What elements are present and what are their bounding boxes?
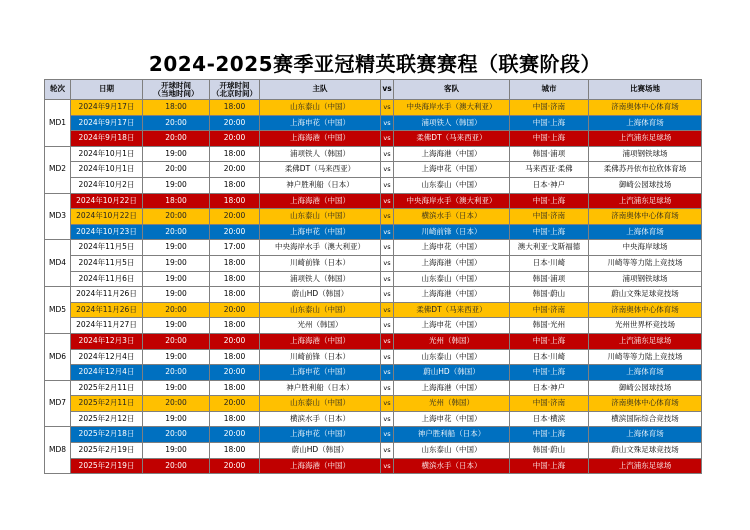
header-beijing-time-line2: （北京时间）	[212, 88, 257, 98]
match-date: 2025年2月11日	[71, 396, 143, 412]
table-row	[45, 240, 702, 256]
home-team: 川崎前锋（日本）	[260, 255, 381, 271]
home-team: 中央海岸水手（澳大利亚）	[260, 240, 381, 256]
venue: 横滨国际综合竞技场	[589, 411, 702, 427]
table-row	[45, 458, 702, 474]
kickoff-beijing: 18:00	[210, 100, 260, 116]
city: 日本·横滨	[510, 411, 589, 427]
kickoff-beijing: 20:00	[210, 396, 260, 412]
kickoff-local: 18:00	[143, 100, 210, 116]
away-team: 中央海岸水手（澳大利亚）	[394, 100, 510, 116]
vs-label: vs	[381, 177, 394, 193]
match-date: 2025年2月11日	[71, 380, 143, 396]
city: 中国·济南	[510, 396, 589, 412]
header-beijing-time-line1: 开球时间	[219, 80, 250, 90]
home-team: 上海申花（中国）	[260, 365, 381, 381]
home-team: 川崎前锋（日本）	[260, 349, 381, 365]
kickoff-local: 20:00	[143, 131, 210, 147]
venue: 上海体育场	[589, 115, 702, 131]
kickoff-local: 20:00	[143, 396, 210, 412]
kickoff-beijing: 18:00	[210, 349, 260, 365]
kickoff-beijing: 18:00	[210, 193, 260, 209]
vs-label: vs	[381, 193, 394, 209]
match-date: 2024年10月22日	[71, 193, 143, 209]
kickoff-local: 19:00	[143, 318, 210, 334]
table-row	[45, 162, 702, 178]
vs-label: vs	[381, 162, 394, 178]
away-team: 蔚山HD（韩国）	[394, 365, 510, 381]
vs-label: vs	[381, 224, 394, 240]
kickoff-local: 19:00	[143, 177, 210, 193]
table-row	[45, 380, 702, 396]
vs-label: vs	[381, 209, 394, 225]
kickoff-beijing: 18:00	[210, 443, 260, 459]
kickoff-local: 20:00	[143, 209, 210, 225]
page-title: 2024-2025赛季亚冠精英联赛赛程（联赛阶段）	[148, 52, 602, 76]
match-date: 2024年9月18日	[71, 131, 143, 147]
venue: 川崎等等力陆上竞技场	[589, 349, 702, 365]
venue: 浦项钢铁球场	[589, 146, 702, 162]
home-team: 上海海港（中国）	[260, 333, 381, 349]
city: 中国·济南	[510, 209, 589, 225]
match-date: 2024年10月1日	[71, 146, 143, 162]
table-row	[45, 318, 702, 334]
home-team: 浦项铁人（韩国）	[260, 271, 381, 287]
vs-label: vs	[381, 380, 394, 396]
away-team: 光州（韩国）	[394, 396, 510, 412]
home-team: 浦项铁人（韩国）	[260, 146, 381, 162]
kickoff-local: 19:00	[143, 146, 210, 162]
match-date: 2024年11月6日	[71, 271, 143, 287]
city: 日本·神户	[510, 177, 589, 193]
table-row	[45, 209, 702, 225]
round-label: MD8	[45, 427, 71, 474]
vs-label: vs	[381, 146, 394, 162]
kickoff-local: 19:00	[143, 287, 210, 303]
table-row	[45, 255, 702, 271]
table-row	[45, 333, 702, 349]
city: 韩国·蔚山	[510, 443, 589, 459]
away-team: 中央海岸水手（澳大利亚）	[394, 193, 510, 209]
header-beijing-time	[210, 80, 260, 100]
round-label: MD1	[45, 100, 71, 147]
home-team: 上海海港（中国）	[260, 193, 381, 209]
city: 中国·上海	[510, 115, 589, 131]
kickoff-beijing: 20:00	[210, 162, 260, 178]
home-team: 山东泰山（中国）	[260, 396, 381, 412]
kickoff-local: 20:00	[143, 115, 210, 131]
away-team: 上海申花（中国）	[394, 162, 510, 178]
round-label: MD2	[45, 146, 71, 193]
venue: 御崎公园球技场	[589, 177, 702, 193]
match-date: 2024年9月17日	[71, 115, 143, 131]
match-date: 2024年11月5日	[71, 255, 143, 271]
table-row	[45, 411, 702, 427]
venue: 上汽浦东足球场	[589, 131, 702, 147]
away-team: 柔佛DT（马来西亚）	[394, 131, 510, 147]
venue: 济南奥体中心体育场	[589, 209, 702, 225]
home-team: 蔚山HD（韩国）	[260, 287, 381, 303]
away-team: 横滨水手（日本）	[394, 209, 510, 225]
table-row	[45, 396, 702, 412]
venue: 蔚山文殊足球竞技场	[589, 287, 702, 303]
round-label: MD3	[45, 193, 71, 240]
away-team: 横滨水手（日本）	[394, 458, 510, 474]
kickoff-local: 19:00	[143, 443, 210, 459]
match-date: 2024年10月1日	[71, 162, 143, 178]
match-date: 2024年10月2日	[71, 177, 143, 193]
match-date: 2025年2月19日	[71, 458, 143, 474]
venue: 御崎公园球技场	[589, 380, 702, 396]
table-row	[45, 177, 702, 193]
vs-label: vs	[381, 131, 394, 147]
away-team: 山东泰山（中国）	[394, 177, 510, 193]
header-away: 客队	[394, 80, 510, 100]
venue: 上汽浦东足球场	[589, 333, 702, 349]
kickoff-beijing: 18:00	[210, 146, 260, 162]
kickoff-local: 20:00	[143, 302, 210, 318]
kickoff-beijing: 20:00	[210, 427, 260, 443]
table-row	[45, 115, 702, 131]
kickoff-beijing: 20:00	[210, 115, 260, 131]
home-team: 山东泰山（中国）	[260, 209, 381, 225]
city: 韩国·浦项	[510, 271, 589, 287]
kickoff-local: 20:00	[143, 224, 210, 240]
kickoff-local: 19:00	[143, 271, 210, 287]
table-row	[45, 100, 702, 116]
home-team: 柔佛DT（马来西亚）	[260, 162, 381, 178]
kickoff-beijing: 20:00	[210, 224, 260, 240]
match-date: 2024年10月23日	[71, 224, 143, 240]
match-date: 2024年11月26日	[71, 287, 143, 303]
away-team: 浦项铁人（韩国）	[394, 115, 510, 131]
kickoff-local: 19:00	[143, 255, 210, 271]
table-row	[45, 427, 702, 443]
vs-label: vs	[381, 333, 394, 349]
home-team: 上海申花（中国）	[260, 427, 381, 443]
header-date: 日期	[71, 80, 143, 100]
kickoff-beijing: 18:00	[210, 177, 260, 193]
round-label: MD5	[45, 287, 71, 334]
venue: 中央海岸球场	[589, 240, 702, 256]
city: 澳大利亚·戈斯福德	[510, 240, 589, 256]
round-label: MD6	[45, 333, 71, 380]
kickoff-beijing: 18:00	[210, 380, 260, 396]
vs-label: vs	[381, 443, 394, 459]
venue: 浦项钢铁球场	[589, 271, 702, 287]
kickoff-beijing: 17:00	[210, 240, 260, 256]
match-date: 2024年12月4日	[71, 365, 143, 381]
vs-label: vs	[381, 255, 394, 271]
venue: 川崎等等力陆上竞技场	[589, 255, 702, 271]
match-date: 2025年2月18日	[71, 427, 143, 443]
venue: 济南奥体中心体育场	[589, 302, 702, 318]
city: 日本·川崎	[510, 349, 589, 365]
header-local-time-line1: 开球时间	[161, 80, 191, 90]
kickoff-local: 20:00	[143, 162, 210, 178]
away-team: 上海海港（中国）	[394, 146, 510, 162]
match-date: 2024年11月27日	[71, 318, 143, 334]
vs-label: vs	[381, 115, 394, 131]
city: 日本·川崎	[510, 255, 589, 271]
match-date: 2024年9月17日	[71, 100, 143, 116]
kickoff-beijing: 18:00	[210, 271, 260, 287]
table-header-row	[45, 80, 702, 100]
city: 中国·上海	[510, 427, 589, 443]
round-label: MD4	[45, 240, 71, 287]
table-row	[45, 146, 702, 162]
away-team: 光州（韩国）	[394, 333, 510, 349]
venue: 上汽浦东足球场	[589, 458, 702, 474]
kickoff-local: 20:00	[143, 365, 210, 381]
table-row	[45, 302, 702, 318]
vs-label: vs	[381, 302, 394, 318]
header-round: 轮次	[45, 80, 71, 100]
table-row	[45, 193, 702, 209]
city: 韩国·浦项	[510, 146, 589, 162]
vs-label: vs	[381, 427, 394, 443]
venue: 济南奥体中心体育场	[589, 396, 702, 412]
home-team: 横滨水手（日本）	[260, 411, 381, 427]
kickoff-beijing: 20:00	[210, 302, 260, 318]
away-team: 山东泰山（中国）	[394, 443, 510, 459]
vs-label: vs	[381, 396, 394, 412]
vs-label: vs	[381, 100, 394, 116]
city: 中国·上海	[510, 131, 589, 147]
kickoff-local: 19:00	[143, 411, 210, 427]
header-local-time-line2: （当地时间）	[153, 88, 199, 98]
match-date: 2024年12月3日	[71, 333, 143, 349]
header-local-time	[143, 80, 210, 100]
home-team: 神户胜利船（日本）	[260, 380, 381, 396]
venue: 上海体育场	[589, 365, 702, 381]
home-team: 光州（韩国）	[260, 318, 381, 334]
away-team: 神户胜利船（日本）	[394, 427, 510, 443]
venue: 光州世界杯竞技场	[589, 318, 702, 334]
table-row	[45, 224, 702, 240]
table-row	[45, 443, 702, 459]
venue: 上海体育场	[589, 224, 702, 240]
kickoff-local: 18:00	[143, 193, 210, 209]
city: 韩国·蔚山	[510, 287, 589, 303]
match-date: 2024年11月26日	[71, 302, 143, 318]
home-team: 蔚山HD（韩国）	[260, 443, 381, 459]
match-date: 2025年2月19日	[71, 443, 143, 459]
schedule-body	[45, 100, 702, 474]
kickoff-beijing: 18:00	[210, 411, 260, 427]
kickoff-local: 20:00	[143, 427, 210, 443]
kickoff-local: 19:00	[143, 240, 210, 256]
vs-label: vs	[381, 240, 394, 256]
city: 日本·神户	[510, 380, 589, 396]
city: 中国·上海	[510, 193, 589, 209]
kickoff-beijing: 20:00	[210, 209, 260, 225]
kickoff-beijing: 18:00	[210, 287, 260, 303]
table-row	[45, 365, 702, 381]
city: 马来西亚·柔佛	[510, 162, 589, 178]
home-team: 上海海港（中国）	[260, 131, 381, 147]
kickoff-beijing: 20:00	[210, 365, 260, 381]
vs-label: vs	[381, 458, 394, 474]
kickoff-local: 19:00	[143, 380, 210, 396]
table-row	[45, 287, 702, 303]
city: 中国·上海	[510, 458, 589, 474]
kickoff-local: 20:00	[143, 458, 210, 474]
match-date: 2024年10月22日	[71, 209, 143, 225]
away-team: 川崎前锋（日本）	[394, 224, 510, 240]
home-team: 山东泰山（中国）	[260, 100, 381, 116]
vs-label: vs	[381, 365, 394, 381]
round-label: MD7	[45, 380, 71, 427]
away-team: 上海海港（中国）	[394, 255, 510, 271]
home-team: 神户胜利船（日本）	[260, 177, 381, 193]
table-row	[45, 271, 702, 287]
vs-label: vs	[381, 318, 394, 334]
away-team: 上海海港（中国）	[394, 380, 510, 396]
away-team: 柔佛DT（马来西亚）	[394, 302, 510, 318]
kickoff-local: 20:00	[143, 333, 210, 349]
match-date: 2025年2月12日	[71, 411, 143, 427]
venue: 济南奥体中心体育场	[589, 100, 702, 116]
match-date: 2024年12月4日	[71, 349, 143, 365]
vs-label: vs	[381, 411, 394, 427]
kickoff-beijing: 18:00	[210, 318, 260, 334]
match-date: 2024年11月5日	[71, 240, 143, 256]
venue: 蔚山文殊足球竞技场	[589, 443, 702, 459]
city: 中国·上海	[510, 365, 589, 381]
city: 中国·济南	[510, 100, 589, 116]
header-vs: vs	[381, 80, 394, 100]
home-team: 上海申花（中国）	[260, 224, 381, 240]
away-team: 上海海港（中国）	[394, 287, 510, 303]
header-venue: 比赛场地	[589, 80, 702, 100]
table-row	[45, 349, 702, 365]
home-team: 上海海港（中国）	[260, 458, 381, 474]
kickoff-beijing: 18:00	[210, 255, 260, 271]
vs-label: vs	[381, 271, 394, 287]
city: 中国·上海	[510, 224, 589, 240]
kickoff-beijing: 20:00	[210, 333, 260, 349]
venue: 柔佛苏丹依布拉欣体育场	[589, 162, 702, 178]
vs-label: vs	[381, 287, 394, 303]
home-team: 山东泰山（中国）	[260, 302, 381, 318]
venue: 上海体育场	[589, 427, 702, 443]
city: 韩国·光州	[510, 318, 589, 334]
away-team: 上海申花（中国）	[394, 240, 510, 256]
home-team: 上海申花（中国）	[260, 115, 381, 131]
city: 中国·上海	[510, 333, 589, 349]
away-team: 山东泰山（中国）	[394, 349, 510, 365]
schedule-table	[44, 79, 702, 474]
header-home: 主队	[260, 80, 381, 100]
vs-label: vs	[381, 349, 394, 365]
kickoff-local: 19:00	[143, 349, 210, 365]
city: 中国·济南	[510, 302, 589, 318]
table-row	[45, 131, 702, 147]
kickoff-beijing: 20:00	[210, 458, 260, 474]
header-city: 城市	[510, 80, 589, 100]
kickoff-beijing: 20:00	[210, 131, 260, 147]
away-team: 上海申花（中国）	[394, 411, 510, 427]
away-team: 山东泰山（中国）	[394, 271, 510, 287]
venue: 上汽浦东足球场	[589, 193, 702, 209]
away-team: 上海申花（中国）	[394, 318, 510, 334]
